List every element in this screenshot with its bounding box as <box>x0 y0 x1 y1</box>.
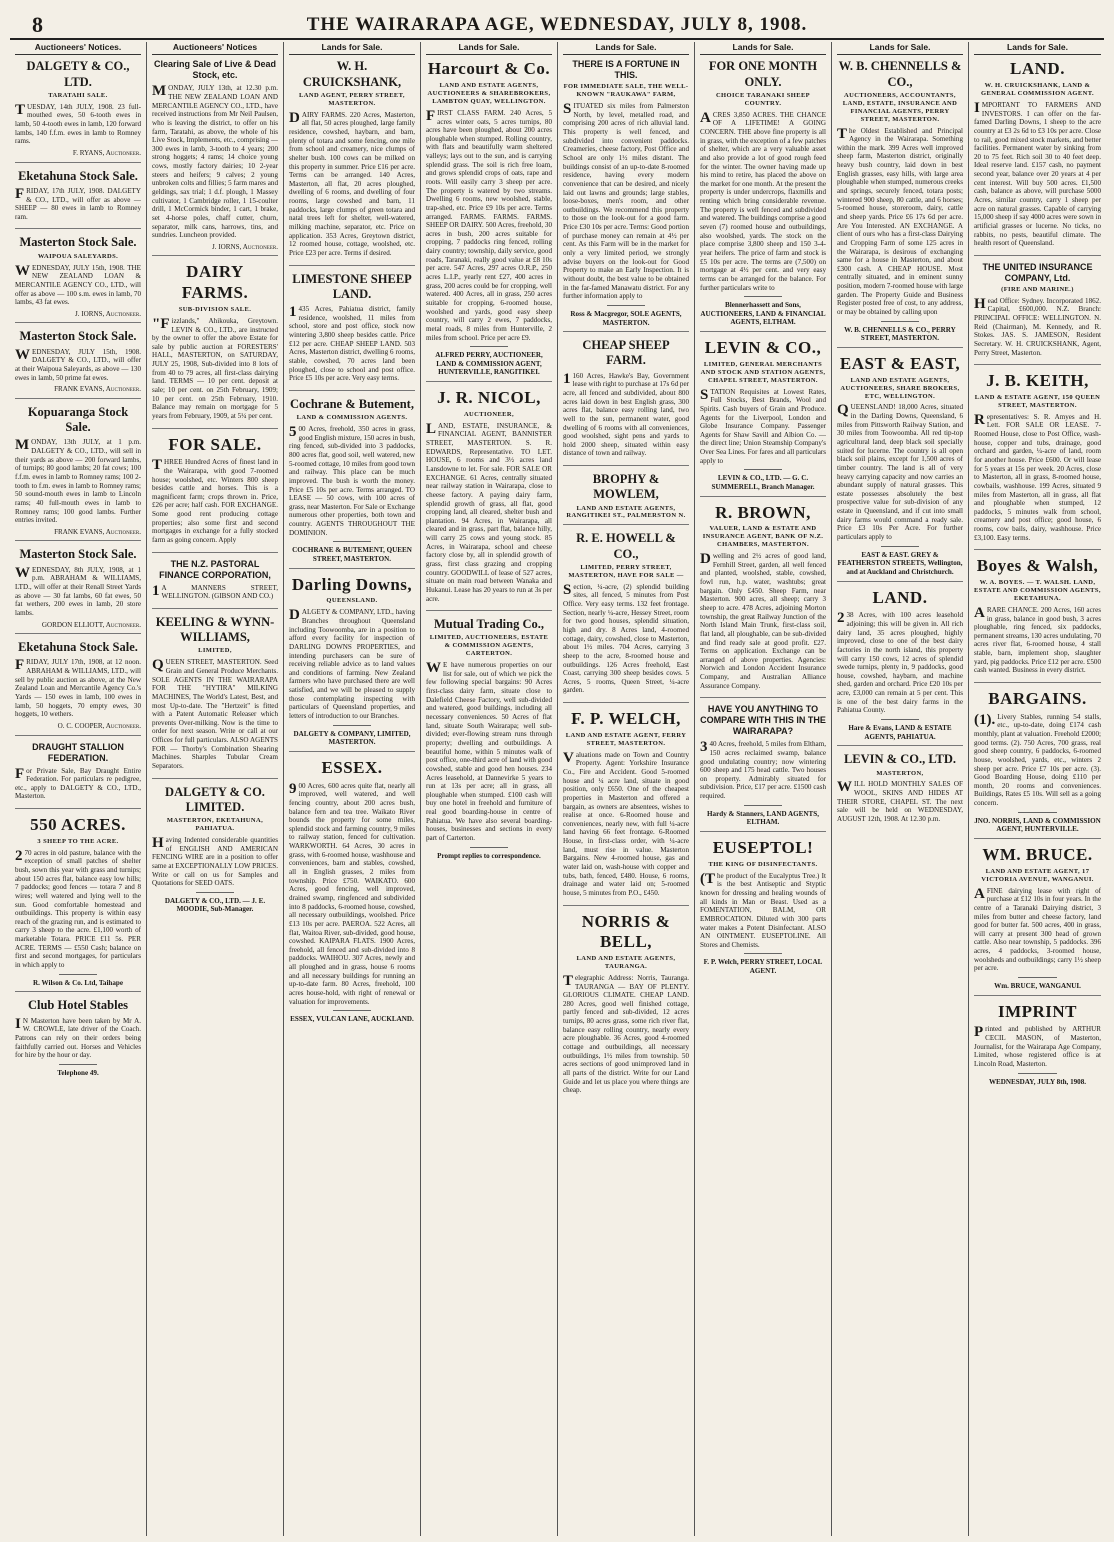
ad-body: Having Indented considerable quantities of ENGLISH AND AMERICAN FENCING WIRE are in a position to offer same at EXCEPTIONALLY LOW PRICES. Write or call on us for Samples and Quotations for SEED OATS. <box>152 835 278 888</box>
ad-footer: LEVIN & CO., LTD. — G. C. SUMMERELL, Branch Manager. <box>711 474 815 491</box>
ad-body: FRIDAY, 17th JULY, 1908. DALGETY & CO., LTD., will offer as above — SHEEP — 80 ewes in lamb to Romney ram. <box>15 185 141 221</box>
ad-footer: Hare & Evans, LAND & ESTATE AGENTS, PAHIATUA. <box>848 724 952 741</box>
divider <box>1018 1073 1056 1074</box>
ad-subtitle: LAND AND ESTATE AGENTS, AUCTIONEERS, SHARE BROKERS, ETC, WELLINGTON. <box>840 376 960 400</box>
column-7 <box>832 42 969 1536</box>
column-4 <box>421 42 558 1536</box>
ad-subtitle: AUCTIONEER, <box>463 410 515 418</box>
ad-title: Mutual Trading Co., <box>434 617 544 632</box>
column-5 <box>558 42 695 1536</box>
ad-body: For Private Sale, Bay Draught Entire Federation. For particulars re pedigree, etc., apply to DALGETY & CO., LTD., Masterton. <box>15 765 141 801</box>
ad-subtitle: SUB-DIVISION SALE. <box>178 305 252 313</box>
divider <box>744 296 782 297</box>
ad-body: "Fizzlands," Ahikouka, Greytown. LEVIN & CO., LTD., are instructed by the owner to offer the above Estate for sale by public auction at FORESTERS' HALL, MASTERTON, on SATURDAY, JULY 25, 1908, Sub-divided into 8 lots of from 40 to 79 acres, all first-class dairying land. TERMS — 10 per cent. deposit at sale; 10 per cent. on 25th February, 1909; 10 per cent. on 25th February, 1910. Balance may remain on mortgage for 5 years from February, 1909, at 5¼ per cent. <box>152 315 278 420</box>
masthead-title: THE WAIRARAPA AGE, WEDNESDAY, JULY 8, 1908. <box>306 14 808 35</box>
advertisement <box>563 912 689 1102</box>
ad-title: IMPRINT <box>997 1001 1078 1021</box>
ad-subtitle: LAND AND ESTATE AGENTS, TAURANGA. <box>576 955 676 970</box>
ad-title: EAST & EAST, <box>839 353 961 373</box>
ad-signature: J. IORNS, Auctioneer. <box>212 242 278 251</box>
column-header: Lands for Sale. <box>289 42 415 55</box>
advertisement <box>15 815 141 992</box>
divider <box>470 346 508 347</box>
advertisement <box>15 59 141 162</box>
ad-subtitle: MASTERTON, <box>876 769 924 777</box>
advertisement <box>837 588 963 747</box>
divider <box>470 847 508 848</box>
ad-title: KEELING & WYNN-WILLIAMS, <box>155 614 275 645</box>
ad-title: F. P. WELCH, <box>571 709 681 729</box>
ad-body: Valuations made on Town and Country Property. Agent: Yorkshire Insurance Co., Fire and Accident. Good 5-roomed house and ¼ acre land, situate in good position, only £650. One of the cheapest properties in Masterton and offered a bargain, as owners are absentees, wishes to realise at once. 6-Roomed house and conveniences, nearly new, with full ¼-acre land having 66 feet frontage. 6-Roomed House, in first-class order, with ¼-acre land, must rise in value. Masterton Bargains. New 4-roomed house, gas and water laid on, wash-house with copper and tubs, bath, fenced, £480. House, 6 rooms, drainage and water laid on; 5-roomed house, 5 minutes from P.O., £450. <box>563 749 689 897</box>
ad-footer: COCHRANE & BUTEMENT, QUEEN STREET, MASTERTON. <box>292 546 412 563</box>
ad-body: WEDNESDAY, 8th JULY, 1908, at 1 p.m. ABRAHAM & WILLIAMS, LTD., will offer at their Renall Street Yards as above — 30 fat lambs, 60 fat ewes, 50 fat wethers, 200 ewes in lamb, 20 store lambs. <box>15 564 141 617</box>
ad-footer: R. Wilson & Co. Ltd, Taihape <box>32 978 123 987</box>
divider <box>881 719 919 720</box>
ad-body: MONDAY, 13th JULY, at 1 p.m. DALGETY & CO., LTD., will sell in their yards as above — 200 forward lambs, of turnips; 80 good lambs; 20 fat cows; 100 f.f.m. ewes in lamb to Romney rams; 100 2-tooth to f.m. ewes in lamb to Romney rams; 50 sound-mouth ewes in lamb to Lincoln rams; 40 full-mouth ewes in lamb to Romney rams; 100 good lambs. Further entries invited. <box>15 437 141 525</box>
newspaper-columns <box>10 42 1106 1536</box>
ad-subtitle: LAND AND ESTATE AGENTS, AUCTIONEERS & SHAREBROKERS, LAMBTON QUAY, WELLINGTON. <box>427 82 551 105</box>
ad-body: SITUATED six miles from Palmerston North, by level, metalled road, and comprising 200 acres of rich alluvial land. This property is well fenced, and subdivided into convenient paddocks. Creameries, cheese factory, Post Office and School are only 1½ miles distant. The buildings consist of an up-to-date 8-roomed residence, having every modern convenience that can be desired, and nicely laid out lawns and grounds; large stables, loose-boxes, men's room, and other outbuildings. We recommend this property to those on the look-out for a good farm. Price £30 10s per acre. Terms: Good portion of purchase money can remain at 4½ per cent. As this Farm will be in the market for only a very limited period, we strongly advise buyers on the look-out for Good Property to make an Early Inspection. It is without doubt, the best value to be obtained in the far-famed Manawatu district. For any further information apply to <box>563 101 689 301</box>
ad-footer: Blennerhassett and Sons, AUCTIONEERS, LAND & FINANCIAL AGENTS, ELTHAM. <box>700 301 826 327</box>
ad-subtitle: W. A. BOYES. — T. WALSH. LAND, ESTATE AND COMMISSION AGENTS, EKETAHUNA. <box>974 579 1101 602</box>
ad-title: R. BROWN, <box>715 502 811 522</box>
ad-subtitle: LIMITED, GENERAL MERCHANTS AND STOCK AND STATION AGENTS, CHAPEL STREET, MASTERTON. <box>700 360 826 384</box>
ad-footer: F. P. Welch, PERRY STREET, LOCAL AGENT. <box>703 958 823 976</box>
ad-title: Clearing Sale of Live & Dead Stock, etc. <box>153 59 277 81</box>
advertisement <box>974 556 1101 683</box>
ad-body: DALGETY & COMPANY, LTD., having Branches throughout Queensland including Toowoomba, are in a position to afford every facility for inspection of DARLING DOWNS PROPERTIES, and intending purchasers can be sure of receiving reliable advice as to land values and conditions of farming. New Zealand farmers who have purchased there are well satisfied, and we will be pleased to supply those contemplating inspecting with particulars of Queensland properties, and letters of introduction to our Branches. <box>289 607 415 720</box>
advertisement <box>289 397 415 569</box>
ad-title: LAND. <box>872 587 928 607</box>
ad-body: QUEEN STREET, MASTERTON. Seed Grain and General Produce Merchants. SOLE AGENTS IN THE WAIRARAPA FOR THE "HYTIRA" MILKING MACHINES, The World's Latest, Best, and most Up-to-date. The "Hertzeit" is fitted with a Patent Automatic Releaser which prevents Over-milking. Now is the time to order for next season. Write or call at our Offices for full particulars. ALSO AGENTS FOR — Thorby's Combination Shearing Machines. Sharples Tubular Cream Separators. <box>152 657 278 771</box>
advertisement <box>974 845 1101 996</box>
ad-title: CHEAP SHEEP FARM. <box>582 338 670 368</box>
ad-subtitle: LAND AGENT, PERRY STREET, MASTERTON. <box>299 91 405 107</box>
ad-footer: DALGETY & CO., LTD. — J. E. MOODIE, Sub-Manager. <box>164 896 266 914</box>
advertisement <box>426 59 552 382</box>
ad-footer: JNO. NORRIS, LAND & COMMISSION AGENT, HUNTERVILLE. <box>974 816 1101 834</box>
divider <box>744 953 782 954</box>
column-header: Auctioneers' Notices. <box>15 42 141 55</box>
column-header: Lands for Sale. <box>563 42 689 55</box>
advertisement <box>152 785 278 918</box>
ad-footer: ALFRED PERRY, AUCTIONEER, LAND & COMMISSION AGENT, HUNTERVILLE, RANGITIKEI. <box>435 351 543 377</box>
advertisement <box>563 531 689 703</box>
ad-subtitle: LIMITED, <box>198 647 232 655</box>
advertisement <box>152 59 278 256</box>
ad-subtitle: WAIPOUA SALEYARDS. <box>37 252 119 260</box>
divider <box>59 1064 97 1065</box>
ad-title: J. R. NICOL, <box>437 388 541 408</box>
advertisement <box>974 1002 1101 1091</box>
ad-body: IMPORTANT TO FARMERS AND INVESTORS. I can offer on the far-famed Darling Downs, 1 sheep to the acre country at £3 2s 6d to £3 10s per acre. Close to rail, good mixed stock markets, and better facilities. Permanent water by sinking from 20 to 75 feet. Rich soil 30 to 40 feet deep. Ideal reserve land. £157 cash, no payment second year, balance over 20 years at 4 per cent interest. Will buy 500 acres. £1,500 cash, balance as above, will purchase 5000 Acres, similar country, carry 1 sheep per acre on natural grasses. Capable of carrying 15,000 sheep if say 4000 acres were sown in artificial grasses or lucerne. No ticks, no rabbits, no pests, beautiful climate. The health resort of Queensland. <box>974 99 1101 248</box>
ad-title: R. E. HOWELL & CO., <box>576 531 676 561</box>
column-header: Lands for Sale. <box>974 42 1101 55</box>
advertisement <box>15 405 141 542</box>
ad-title: J. B. KEITH, <box>986 371 1089 391</box>
divider <box>196 892 234 893</box>
ad-title: FOR ONE MONTH ONLY. <box>708 59 818 89</box>
ad-subtitle: (FIRE AND MARINE.) <box>1001 285 1074 293</box>
ad-body: 1160 Acres, Hawke's Bay, Government lease with right to purchase at 17s 6d per acre, all fenced and subdivided, about 800 acres laid down in best English grass, 300 acres flat, balance easy rolling land, two well to the sun, permanent water, good dwelling of 6 rooms with all conveniences, good woolshed, sight pens and yards to hold 2000 sheep, situated within easy distance of town and railway. <box>563 370 689 458</box>
ad-title: DALGETY & CO., LTD. <box>26 59 130 89</box>
advertisement <box>563 338 689 466</box>
column-2 <box>147 42 284 1536</box>
advertisement <box>289 758 415 1028</box>
ad-title: LEVIN & CO., LTD. <box>843 752 957 767</box>
ad-subtitle: THE KING OF DISINFECTANTS. <box>708 860 818 868</box>
advertisement <box>15 329 141 398</box>
ad-body: WE have numerous properties on our list for sale, out of which we pick the few following special bargains: 90 Acres first-class dairy farm, situate close to Dalefield Cheese Factory, well sub-divided and watered, good buildings, including all necessary conveniences. 50 Acres of flat land, situate South Wairarapa; well sub-divided; ever-flowing stream runs through property; dwelling and outbuildings. A beautiful home, within 5 minutes walk of post office, one-third acre of land with good cowshed, stable and good hen houses. 234 Acres leasehold, at Dannevirke 5 years to run at 13s per acre; all in grass, all ploughable when stumped. £100 cash will buy one hotel in freehold and furniture of real good boarding-house in centre of Pahiatua. We have also several boarding-houses, businesses and sections in every part of Carterton. <box>426 660 552 843</box>
advertisement <box>15 640 141 735</box>
ad-subtitle: LAND & COMMISSION AGENTS. <box>296 414 408 422</box>
ad-title: LEVIN & CO., <box>704 338 822 358</box>
advertisement <box>15 235 141 323</box>
ad-subtitle: LIMITED, PERRY STREET, MASTERTON, HAVE FOR SALE — <box>568 563 684 579</box>
ad-subtitle: TARATAHI SALE. <box>48 91 108 99</box>
ad-title: LIMESTONE SHEEP LAND. <box>292 271 412 301</box>
advertisement <box>289 575 415 752</box>
ad-body: ARARE CHANCE. 200 Acres, 160 acres in grass, balance in good bush, 3 acres ploughable, ring fenced, six paddocks, permanent streams, 130 acres undulating, 70 acres river flat, 6-roomed house, 4 stall stable, barn, implement shop, slaughter yard, pig paddocks. Price £12 per acre. £500 cash wanted. Business in every district. <box>974 604 1101 675</box>
ad-body: THREE Hundred Acres of finest land in the Wairarapa, with good 7-roomed house; woolshed, etc. Winters 800 sheep besides cattle and horses. This is a magnificent farm; crops thrown in. Price, £26 per acre; half cash. FOR EXCHANGE. Some good rent producing cottage properties; also some first and second mortgages in exchange for a fully stocked farm as going concern. Apply <box>152 457 278 545</box>
ad-title: DALGETY & CO. LIMITED. <box>165 784 265 814</box>
ad-title: W. B. CHENNELLS & CO., <box>838 59 962 89</box>
ad-subtitle: LAND AND ESTATE AGENT, FERRY STREET, MASTERTON. <box>565 731 687 747</box>
advertisement <box>152 559 278 609</box>
ad-title: BROPHY & MOWLEM, <box>592 472 660 502</box>
ad-subtitle: MASTERTON, EKETAHUNA, PAHIATUA. <box>166 817 264 833</box>
ad-title: BARGAINS. <box>988 688 1087 708</box>
ad-footer: Telephone 49. <box>57 1068 99 1077</box>
ad-body: 1A MANNERS STREET, WELLINGTON. (GIBSON AND CO.) <box>152 582 278 601</box>
ad-body: (1).Livery Stables, running 54 stalls, etc., up-to-date, doing £174 cash monthly, plant at valuation. Freehold £2000; good terms. (2). 750 Acres, 700 grass, real good sheep country, 6 paddocks, 6-roomed house, woolshed, yards, etc., winters 2 sheep per acre. Price £7 10s per acre. (3). Good Boarding House, doing £110 per month, 20 rooms and conveniences. Buildings, Rates £5 10s. Will sell as a going concern. <box>974 711 1101 808</box>
advertisement <box>15 169 141 230</box>
column-header: Lands for Sale. <box>426 42 552 55</box>
ad-title: Eketahuna Stock Sale. <box>18 168 138 183</box>
ad-body: MONDAY, JULY 13th, at 12.30 p.m. THE NEW ZEALAND LOAN AND MERCANTILE AGENCY CO., LTD., have received instructions from Mr Neil Paulsen, who is leaving the district, to offer on his farm, Taratahi, as above, the whole of his Live Stock, Implements, etc., comprising — 300 ewes in lamb, 3-tooth to 4 years; 200 strong hoggets; 4 rams; 14 choice young cows, mostly factory dairies; 10 2-year steers and heifers; 9 calves; 2 young unbroken colts and fillies; 5 farm mares and geldings, sax trial; 1 d.f. plough, 1 Massey cultivator, 1 Cambridge roller, 1 15-coulter drill, 1 McCormick binder, 1 cart, 1 brake, set 4-horse poles, chaff cutter, churn, separator, milk cans, harrows, tins, and sundries. Luncheon provided. <box>152 83 278 240</box>
ad-title: W. H. CRUICKSHANK, <box>302 59 402 89</box>
ad-title: LAND. <box>1010 59 1065 79</box>
ad-signature: F. RYANS, Auctioneer. <box>72 148 141 157</box>
advertisement <box>15 742 141 810</box>
advertisement <box>837 59 963 348</box>
ad-title: Masterton Stock Sale. <box>19 329 137 344</box>
ad-body: FIRST CLASS FARM. 240 Acres, 5 acres winter oats, 5 acres turnips, 80 acres have been ploughed, about 200 acres ploughable when stumped. Rolling country, with flats and beautifully warm sheltered valleys; lays out to the sun, and is carrying splendid grass. The soil is rich free loam, and grows splendid crops of oats, rape and roots. Will easily carry 3 sheep per acre. The property is watered by two streams. Dwelling 6 rooms, new woolshed, stable, trap-shed, etc. Price £9 10s per acre. Terms arranged. FARMS. FARMS. FARMS. SHEEP OR DAIRY. 500 Acres, freehold, 30 acres in bush, 200 acres suitable for cropping, 7 paddocks ring fenced, rolling dairy country; township, daily service, good roads, Taranaki, really good value at £8 10s per acre. 547 Acres, 297 acres O.R.P., 250 acres L.I.P., yearly rent £27, 400 acres in grass, 200 acres could be for cropping, well watered. 400 Acres, all in grass, 250 acres suitable for cropping, 6-roomed house, woolshed and yards, good easy sheep country, will carry 2 ewes, 7 paddocks, metal roads, 8 miles from Hunterville, 2 miles from school. Price per acre £9. <box>426 107 552 342</box>
ad-title: Club Hotel Stables <box>27 998 128 1013</box>
divider <box>881 546 919 547</box>
ad-title: EUSEPTOL! <box>712 838 814 858</box>
ad-title: Harcourt & Co. <box>427 59 551 79</box>
ad-body: Telegraphic Address: Norris, Tauranga. TAURANGA — BAY OF PLENTY. GLORIOUS CLIMATE. CHEAP LAND. 280 Acres, good well finished cottage, partly fenced and sub-divided, 12 acres turnips, 80 acres grass, some rich river flat, balance easy rolling country, nearly every acre ploughable. 36 Acres, good 4-roomed cottage and outbuildings, all necessary outbuildings, 1½ miles from township. 50 acres sections of good unimproved land in all parts of the district. Write for our Land Guide and let us place you where things are cheap. <box>563 972 689 1095</box>
ad-body: ACRES 3,850 ACRES. THE CHANCE OF A LIFETIME! A GOING CONCERN. THE above fine property is all in grass, with the exception of a few patches of shelter, which are a very valuable asset and also provide a lot of good rough feed for the winter. The owner having made up his mind to retire, has placed the above on the market for one month. At the present the property is under undercrops, flaxmills and renting which bring considerable revenue. The property is well fenced and subdivided and watered. The buildings comprise a good seven (7) roomed house and outbuildings, also woolshed, yards. The stock on the place comprise 3,800 sheep and 150 3-4-year heifers. The price of farm and stock is £5 10s per acre. The terms are (7,500) on mortgage at 4½ per cent. and very easy terms can be arranged for the balance. For further particulars write to <box>700 109 826 292</box>
advertisement <box>152 435 278 553</box>
divider <box>1018 812 1056 813</box>
ad-body: The Oldest Established and Principal Agency in the Wairarapa. Something within the mark. 399 Acres well improved sheep farm, Masterton district, originally heavy bush country, laid down in best English grasses, easy hills, with large area ploughable when stumped, numerous creeks and springs, securely fenced, totara posts; wintered 900 sheep, 80 cattle, and 6 horses; 5-roomed house, storeroom, dairy, cattle and sheep yards. Price £6 17s 6d per acre. Are You Interested. AN EXCHANGE. A client of ours who has a first-class Dairying and Cropping Farm of some 125 acres in the Wairarapa, is desirous of exchanging same for a house in Masterton, and about £300 cash. A CHEAP HOUSE. Most centrally situated, and in eminent sunny position, modern 7-roomed house with large garden. The Property Guide and Business Register posted free of cost, to any address, or may be obtained by calling upon <box>837 125 963 316</box>
ad-body: (The product of the Eucalyptus Tree.) It is the best Antiseptic and Styptic known for dressing and healing wounds of all kinds in Man or Beast. Used as a FOMENTATION, BALM, OR EMBROCATION. Diluted with 300 parts water makes a Potent Disinfectant. ALSO AN OINTMENT. EUSEPTOLINE. All Stores and Chemists. <box>700 870 826 949</box>
ad-footer: EAST & EAST. GREY & FEATHERSTON STREETS, Wellington, and at Auckland and Christchurch. <box>837 550 963 576</box>
ad-body: 270 acres in old pasture, balance with the exception of small patches of shelter bush, sown this year with grass and turnips; about 150 acres flat, balance easy low hills; 7 paddocks; good fences — totara 7 and 8 wires; well watered and lying well to the sun. Good comfortable homestead and outbuildings. This property is within easy reach of the grazing run, and is estimated to carry 3 sheep to the acre. £1,100 worth of marketable Totara. PRICE £11 5s. PER ACRE. TERMS — £550 Cash; balance on first and second mortgages, for particulars in which apply to <box>15 847 141 970</box>
advertisement <box>563 472 689 525</box>
ad-title: Masterton Stock Sale. <box>19 235 137 250</box>
ad-subtitle: LAND AND ESTATE AGENT, 17 VICTORIA AVENUE, WANGANUI. <box>981 867 1094 883</box>
ad-subtitle: W. H. CRUICKSHANK, LAND & GENERAL COMMISSION AGENT. <box>981 82 1094 98</box>
advertisement <box>700 338 826 497</box>
advertisement <box>700 838 826 980</box>
ad-title: FOR SALE. <box>168 434 262 454</box>
divider <box>1018 977 1056 978</box>
column-header: Lands for Sale. <box>837 42 963 55</box>
advertisement <box>700 704 826 832</box>
ad-body: Representatives: S. R. Amyes and H. Lett. FOR SALE OR LEASE. 7-Roomed House, close to Post Office, wash-house, copper and tubs, drainage, good orchard and garden, ¼-acre of land, room for another house. Price £600. Or will lease for 5 years at 15s per week. 20 Acres, close to Masterton, all in grass, 8-roomed house, cowbails, washhouse. 199 Acres, situated 9 miles from Masterton, all in grass, all flat and ploughable when stumped, 12 paddocks, 5 minutes walk from school, creamery and post office; good house, 6 rooms, cow bails, dairy, washhouse. Price £3,100. Easy terms. <box>974 411 1101 542</box>
ad-footer: Wm. BRUCE, WANGANUI. <box>994 982 1081 991</box>
ad-body: QUEENSLAND! 18,000 Acres, situated in the Darling Downs, Queensland, 6 miles from Pittsworth Railway Station, and 30 miles from Toowoomba. All red tip-top agricultural land, deep black soil specially suited for lucerne. The country is all open black soil plains, except for 1,500 acres of timber country. The land is all of very heavy carrying capacity and now carries an abundant supply of natural grasses. This estate possesses absolutely the best prospective value for sub-division of any estate in Queensland, and if cut into small dairy farms would command a ready sale. Price £3 10s Per Acre. For further particulars apply to <box>837 402 963 542</box>
ad-title: Boyes & Walsh, <box>976 556 1099 576</box>
ad-title: HAVE YOU ANYTHING TO COMPARE WITH THIS IN THE WAIRARAPA? <box>700 704 826 737</box>
ad-body: LAND, ESTATE, INSURANCE, & FINANCIAL AGENT, BANNISTER STREET, MASTERTON. S. R. EDWARDS, Representative. TO LET. HOUSE, 6 rooms and 3½ acres land Lansdowne to let. For sale. FOR SALE OR EXCHANGE. 61 Acres, centrally situated near railway station in Wairarapa, close to cheese factory. A paying dairy farm, splendid growth of grass, all flat, good cropping land, all cleared, shelter bush and plantation. 94 Acres, in Wairarapa, all cleared and in grass, part flat, balance hilly, will carry 25 cows and young stock. 85 Acres, in Wairarapa, school and cheese factory close by, all in splendid growth of grass, first class grazing and cropping country. GOODWILL of lease of 527 acres, situate on main road between Wanaka and Hukanui. Lease has 20 years to run at 3s per acre. <box>426 420 552 603</box>
ad-body: Dwelling and 2½ acres of good land, Fernhill Street, garden, all well fenced and planted, woolshed, stable, cowshed, fowl run, h.p. water, washtubs; great bargain. Only £450. Sheep Farm, near Masterton. 900 acres, all sheep; carry 3 sheep to acre. 478 Acres, adjoining Morton township, the great Railway Junction of the North Island Main Trunk, first-class soil, flat land, all ploughable, can be sub-divided and find ready sale at good profit. £27. Terms on application. Exchange can be arranged of above properties. Agencies: Norwich and London Accident Insurance Company, and Australian Alliance Assurance Company. <box>700 551 826 690</box>
ad-signature: GORDON ELLIOTT, Auctioneer. <box>41 620 141 629</box>
advertisement <box>563 59 689 332</box>
ad-subtitle: 3 SHEEP TO THE ACRE. <box>37 837 119 845</box>
ad-footer: Ross & Macgregor, SOLE AGENTS, MASTERTON. <box>570 309 682 327</box>
ad-title: Cochrane & Butement, <box>290 396 414 411</box>
ad-title: WM. BRUCE. <box>982 845 1093 865</box>
ad-body: 1435 Acres, Pahiatua district, family residence, woolshed, 11 miles from school, store and post office, stock now wintering 3,800 sheep besides cattle. Price £12 per acre. CHEAP SHEEP LAND. 503 Acres, Masterton district, dwelling 6 rooms, stable, cowshed, 70 acres land been ploughed, close to school and post office. Price £5 10s per acre. Very easy terms. <box>289 304 415 383</box>
ad-body: Head Office: Sydney. Incorporated 1862. Capital, £600,000. N.Z. Branch: PRINCIPAL OFFICE: WELLINGTON. N. Reid (Chairman), M. Kennedy, and R. Stokes. JAS. S. JAMESON, Resident Secretary. W. H. CRUICKSHANK, Agent, Perry Street, Masterton. <box>974 295 1101 357</box>
ad-subtitle: CHOICE TARANAKI SHEEP COUNTRY. <box>715 91 811 107</box>
advertisement <box>426 388 552 611</box>
ad-title: Darling Downs, <box>291 574 413 594</box>
divider <box>333 1010 371 1011</box>
ad-title: ESSEX. <box>321 757 383 777</box>
divider <box>744 805 782 806</box>
ad-subtitle: AUCTIONEERS, ACCOUNTANTS, LAND, ESTATE, INSURANCE AND FINANCIAL AGENTS, PERRY STREET, MASTERTON. <box>842 91 958 123</box>
ad-title: DRAUGHT STALLION FEDERATION. <box>32 741 124 763</box>
advertisement <box>837 752 963 830</box>
advertisement <box>974 371 1101 550</box>
ad-footer: Prompt replies to correspondence. <box>437 851 541 860</box>
ad-body: DAIRY FARMS. 220 Acres, Masterton, all flat, 50 acres ploughed, large family residence, cowshed, haybarn, and barn, plenty of totara and some fencing, one mile from school and creamery, nice clumps of shelter bush. 100 cows can be milked on this property in summer. Price £16 per acre. Terms can be arranged. 140 Acres, Masterton, all flat, 20 acres ploughed, dwelling of 6 rooms, and dwelling of four rooms, large cowshed and barn, 11 paddocks, large clumps of green totara and natal trees left for shelter, well-watered, milking machine, separator, etc. Price on application. 353 Acres, Greytown district, 12 roomed house, cottage, woolshed, etc. Price £23 per acre. Terms if desired. <box>289 109 415 257</box>
ad-subtitle: LAND & ESTATE AGENT, 150 QUEEN STREET, MASTERTON. <box>974 393 1101 409</box>
divider <box>59 974 97 975</box>
advertisement <box>700 503 826 699</box>
ad-subtitle: LAND AND ESTATE AGENTS, RANGITIKEI ST., PALMERSTON N. <box>566 504 686 520</box>
column-1 <box>10 42 147 1536</box>
ad-title: THE UNITED INSURANCE COMPANY, Ltd. <box>982 261 1093 283</box>
ad-body: WEDNESDAY, JULY 15th, 1908. THE NEW ZEALAND LOAN & MERCANTILE AGENCY CO., LTD., will offer as above — 100 s.m. ewes in lamb, 70 lambs, 43 fat ewes. <box>15 262 141 307</box>
ad-title: Eketahuna Stock Sale. <box>18 640 138 655</box>
ad-footer: DALGETY & COMPANY, LIMITED, MASTERTON. <box>293 729 411 747</box>
ad-body: Section, ¼-acre, (2) splendid building sites, all fenced, 5 minutes from Post Office. Very easy terms. 132 feet frontage. Section, nearly ¼-acre, Hessey Street, room for two good houses, splendid situation, high and dry. 8 Acres land, 4-roomed cottage, dairy, cowshed, close to Masterton, about 1½ miles. 704 Acres, carrying 3 sheep to the acre, 8-roomed house and outbuildings. 126 Acres freehold, East Coast, carrying 300 sheep besides cows. 5 Acres, 5 rooms, Queen Street, ¼-acre garden. <box>563 581 689 695</box>
ad-body: WEDNESDAY, JULY 15th, 1908. DALGETY & CO., LTD., will offer at their Waipoua Saleyards, as above — 130 ewes in lamb, 50 prime fat ewes. <box>15 346 141 382</box>
ad-title: DAIRY FARMS. <box>181 262 249 303</box>
ad-subtitle: LIMITED, AUCTIONEERS, ESTATE & COMMISSION AGENTS, CARTERTON. <box>429 634 549 658</box>
divider <box>881 321 919 322</box>
column-3 <box>284 42 421 1536</box>
column-header: Lands for Sale. <box>700 42 826 55</box>
ad-body: 238 Acres, with 100 acres leasehold adjoining; this will be given in. All rich dairy land, 35 acres ploughed, highly improved, close to one of the best dairy factories in the north island, this property will carry 150 cows, 12 acres of splendid swede turnips, plenty in, 9 paddocks, good house, cowshed, haybarn, and machine shed, garden and orchard. Price £20 10s per acre, £3,000 can remain at 5 per cent. This is one of the best dairy farms in the Pahiatua County. <box>837 610 963 715</box>
ad-title: Kopuaranga Stock Sale. <box>27 404 129 435</box>
column-header: Auctioneers' Notices <box>152 42 278 55</box>
divider <box>333 541 371 542</box>
advertisement <box>289 59 415 265</box>
divider <box>333 725 371 726</box>
advertisement <box>152 262 278 428</box>
ad-body: STATION Requisites at Lowest Rates, Full Stocks, Best Brands, Wool and Spirits. Cash buyers of Grain and Produce. Agents for the Liverpool, London and Globe Insurance Company. Passenger Agents for Shaw Savill and Albion Co. — the direct line; Union Steamship Company's Over Sea Lines. For fares and all particulars apply to <box>700 386 826 465</box>
divider <box>744 469 782 470</box>
ad-signature: FRANK EVANS, Auctioneer. <box>54 527 141 536</box>
ad-body: 340 Acres, freehold, 5 miles from Eltham, 150 acres reclaimed swamp, balance good undulating country; now wintering 600 sheep and 175 head cattle. Two houses on property. Admirably situated for subdivision. Price, £17 per acre. £1500 cash required. <box>700 739 826 801</box>
ad-body: FRIDAY, JULY 17th, 1908, at 12 noon. ABRAHAM & WILLIAMS, LTD., will sell by public auction as above, at the New Zealand Loan and Mercantile Agency Co.'s Yards — 150 ewes in lamb, 100 ewes in lamb, 50 hoggets, 70 empty ewes, 30 hoggets, 10 wethers. <box>15 657 141 719</box>
advertisement <box>426 617 552 864</box>
ad-body: WILL HOLD MONTHLY SALES OF WOOL, SKINS AND HIDES AT THEIR STORE, CHAPEL ST. The next sale will be held on WEDNESDAY, AUGUST 12th, 1908. At 12.30 p.m. <box>837 779 963 824</box>
ad-signature: J. IORNS, Auctioneer. <box>75 309 141 318</box>
advertisement <box>15 547 141 634</box>
advertisement <box>15 998 141 1081</box>
column-8 <box>969 42 1106 1536</box>
ad-body: Printed and published by ARTHUR CECIL MASON, of Masterton, Journalist, for the Wairarapa Age Company, Limited, whose registered office is at Lincoln Road, Masterton. <box>974 1024 1101 1068</box>
ad-footer: ESSEX, VULCAN LANE, AUCKLAND. <box>290 1015 414 1024</box>
advertisement <box>152 615 278 779</box>
ad-body: AFINE dairying lease with right of purchase at £12 10s in four years. In the centre of a Taranaki Dairying district, 3 miles from butter and cheese factory, land good for butter fat. 500 acres, 400 in grass, will carry at present 300 head of grown cattle. Also near township, 5 paddocks. 396 acres, 4 paddocks, 3-roomed house, woolsheds and outbuildings; carry 1½ sheep per acre. <box>974 885 1101 973</box>
divider <box>607 305 645 306</box>
ad-title: Masterton Stock Sale. <box>19 547 137 562</box>
ad-footer: WEDNESDAY, JULY 8th, 1908. <box>988 1077 1087 1086</box>
masthead <box>10 8 1104 40</box>
advertisement <box>700 59 826 332</box>
advertisement <box>837 354 963 582</box>
ad-subtitle: VALUER, LAND & ESTATE AND INSURANCE AGENT, BANK OF N.Z. CHAMBERS, MASTERTON. <box>702 525 824 549</box>
ad-body: TUESDAY, 14th JULY, 1908. 23 full-mouthed ewes, 50 6-tooth ewes in lamb, 50 4-tooth ewes in lamb, 120 forward lambs, 140 f.f.m. ewes in lamb to Romney rams. <box>15 101 141 146</box>
ad-subtitle: QUEENSLAND. <box>326 597 378 605</box>
ad-footer: W. B. CHENNELLS & CO., PERRY STREET, MASTERTON. <box>844 325 956 343</box>
ad-signature: FRANK EVANS, Auctioneer. <box>54 385 141 394</box>
advertisement <box>563 709 689 905</box>
ad-body: 500 Acres, freehold, 350 acres in grass, good English mixture, 150 acres in bush, ring fenced, sub-divided into 3 paddocks, 800 acres flat, good soil, well watered, new 5-roomed cottage, 10 miles from good town and railway. This place can be much improved. The bush is worth the money. Price £5 10s per acre. Terms arranged. TO LEASE — 50 cows, with 100 acres of grass, near Masterton. For Sale or Exchange numerous other properties, both town and country. AGENTS THROUGHOUT THE DOMINION. <box>289 424 415 537</box>
ad-title: NORRIS & BELL, <box>581 911 671 952</box>
advertisement <box>974 689 1101 839</box>
ad-footer: Hardy & Stanners, LAND AGENTS, ELTHAM. <box>707 809 819 827</box>
ad-title: THE N.Z. PASTORAL FINANCE CORPORATION, <box>159 558 271 580</box>
ad-body: IN Masterton have been taken by Mr A. W. CROWLE, late driver of the Coach. Patrons can rely on their orders being faithfully carried out. Horses and Vehicles for hire by the hour or day. <box>15 1015 141 1060</box>
advertisement <box>289 272 415 391</box>
ad-body: 900 Acres, 600 acres quite flat, nearly all improved, well watered, and well fencing country, about 200 acres bush, balance fern and tea tree. Waikato River bounds the property for some miles, splendid stock and farming country, 9 miles to railway station, fenced for cultivation. WARKWORTH. 64 Acres, 30 acres in grass, with 6-roomed house, washhouse and conveniences, barn and stables, cowshed, all in English grasses, 2 miles from township. Price £750. WAIKATO. 600 Acres, good fencing, well improved, drained swamp, ringfenced and subdivided into 8 paddocks, 6-roomed house, cowshed, all necessary outbuildings, woolshed. Price £13 10s per acre. PAEROA. 522 Acres, all flat, Waitoa River, sub-divided, good house, cowshed. KAIPARA FLATS. 1900 Acres, freehold, all fenced and sub-divided into 8 paddocks. WAIHOU. 307 Acres, newly and all ploughed and in grass, house 6 rooms and all necessary buildings for running an up-to-date farm. 80 Acres, freehold, 100 acres house-hold, with right of renewal or valuation for improvements. <box>289 780 415 1006</box>
page-number: 8 <box>32 12 43 37</box>
column-6 <box>695 42 832 1536</box>
advertisement <box>974 59 1101 255</box>
ad-subtitle: FOR IMMEDIATE SALE, THE WELL-KNOWN "RAUKAWA" FARM, <box>563 83 689 99</box>
ad-title: 550 ACRES. <box>30 815 126 835</box>
advertisement <box>974 262 1101 365</box>
ad-title: THERE IS A FORTUNE IN THIS. <box>572 59 680 81</box>
ad-signature: O. C. COOPER, Auctioneer. <box>57 721 141 730</box>
